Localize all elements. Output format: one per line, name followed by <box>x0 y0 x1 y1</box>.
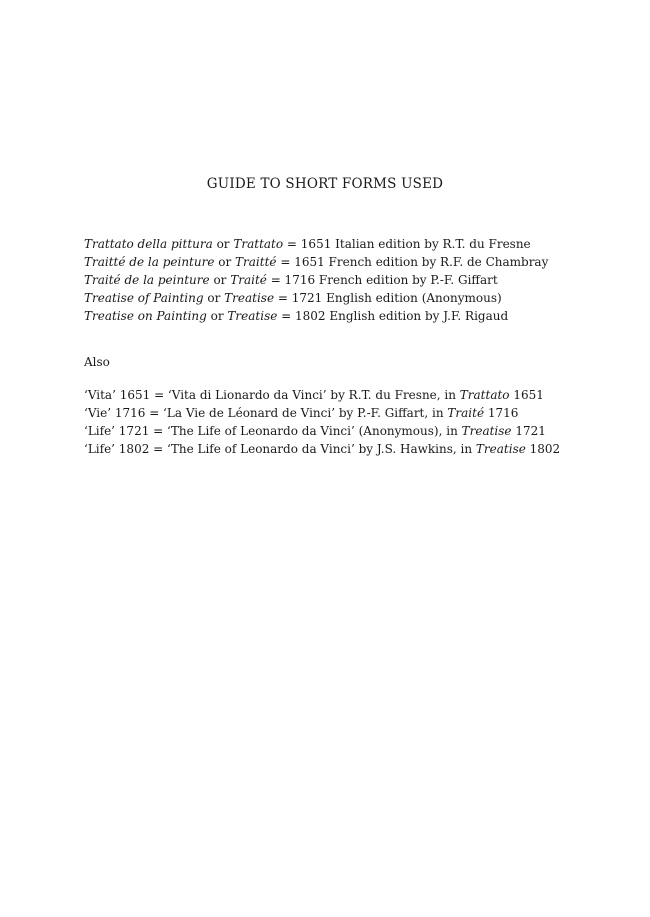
source-year: 1651 <box>509 388 544 402</box>
or-connector: or <box>214 255 236 269</box>
source-title: Traité <box>447 406 485 420</box>
or-connector: or <box>206 309 228 323</box>
source-title: Treatise <box>461 424 512 438</box>
full-title: Treatise on Painting <box>84 309 207 323</box>
edition-description: = 1721 English edition (Anonymous) <box>274 291 502 305</box>
edition-description: = 1716 French edition by P.-F. Giffart <box>266 273 498 287</box>
short-form-entry <box>84 289 548 307</box>
also-form-text: ‘Life’ 1721 = ‘The Life of Leonardo da Vinci’ (Anonymous), in <box>84 424 462 438</box>
also-form-text: ‘Vita’ 1651 = ‘Vita di Lionardo da Vinci’ by R.T. du Fresne, in <box>84 388 460 402</box>
also-form-text: ‘Life’ 1802 = ‘The Life of Leonardo da Vinci’ by J.S. Hawkins, in <box>84 442 476 456</box>
short-form-entry <box>84 235 548 253</box>
full-title: Traitté de la peinture <box>84 255 215 269</box>
short-form-entry <box>84 307 548 325</box>
full-title: Traité de la peinture <box>84 273 210 287</box>
page-title: GUIDE TO SHORT FORMS USED <box>206 176 444 192</box>
short-title: Trattato <box>233 237 284 251</box>
source-year: 1721 <box>511 424 546 438</box>
also-form-entry <box>84 404 560 422</box>
source-year: 1802 <box>525 442 561 456</box>
or-connector: or <box>212 237 234 251</box>
source-title: Treatise <box>475 442 526 456</box>
short-title: Treatise <box>224 291 275 305</box>
also-form-entry <box>84 422 560 440</box>
full-title: Treatise of Painting <box>84 291 204 305</box>
full-title: Trattato della pittura <box>84 237 213 251</box>
short-title: Traité <box>230 273 267 287</box>
also-form-entry <box>84 440 560 458</box>
source-year: 1716 <box>484 406 519 420</box>
also-form-text: ‘Vie’ 1716 = ‘La Vie de Léonard de Vinci’ by P.-F. Giffart, in <box>84 406 448 420</box>
also-forms-list <box>84 386 560 458</box>
edition-description: = 1651 Italian edition by R.T. du Fresne <box>283 237 531 251</box>
or-connector: or <box>203 291 225 305</box>
or-connector: or <box>209 273 231 287</box>
short-form-entry <box>84 253 548 271</box>
also-form-entry <box>84 386 560 404</box>
short-title: Treatise <box>227 309 278 323</box>
edition-description: = 1651 French edition by R.F. de Chambray <box>276 255 549 269</box>
also-heading: Also <box>84 355 110 369</box>
short-title: Traitté <box>235 255 277 269</box>
short-form-entry <box>84 271 548 289</box>
short-forms-list <box>84 235 548 325</box>
source-title: Trattato <box>459 388 510 402</box>
edition-description: = 1802 English edition by J.F. Rigaud <box>277 309 509 323</box>
